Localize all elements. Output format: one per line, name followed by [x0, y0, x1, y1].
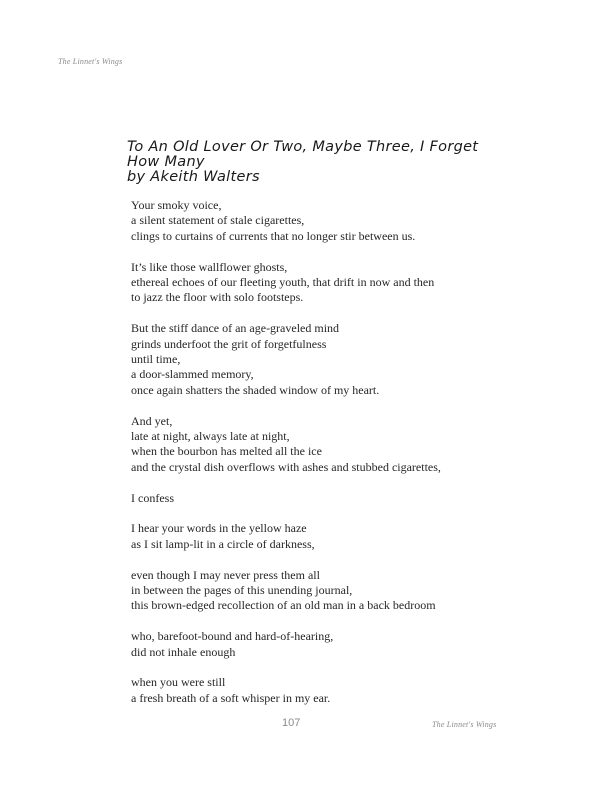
poem-line: when you were still [131, 675, 226, 690]
poem-stanza [131, 260, 551, 306]
poem-line: But the stiff dance of an age-graveled mind [131, 321, 340, 336]
poem-byline: by Akeith Walters [127, 169, 260, 185]
poem-title-line-1: To An Old Lover Or Two, Maybe Three, I Forget [127, 139, 479, 155]
poem-line: I hear your words in the yellow haze [131, 521, 307, 536]
poem-body [131, 198, 551, 722]
poem-line: until time, [131, 352, 181, 367]
poem-line: I confess [131, 490, 174, 505]
poem-line: grinds underfoot the grit of forgetfulness [131, 336, 327, 351]
poem-line: in between the pages of this unending journal, [131, 583, 353, 598]
poem-stanza [131, 491, 551, 506]
poem-stanza [131, 521, 551, 552]
poem-title-line-2: How Many [127, 154, 205, 170]
poem-line: and the crystal dish overflows with ashes and stubbed cigarettes, [131, 459, 441, 474]
poem-stanza [131, 675, 551, 706]
poem-line: did not inhale enough [131, 644, 236, 659]
poem-line: late at night, always late at night, [131, 429, 290, 444]
poem-line: to jazz the floor with solo footsteps. [131, 290, 304, 305]
poem-line: a fresh breath of a soft whisper in my ear. [131, 690, 331, 705]
poem-stanza [131, 321, 551, 398]
poem-line: once again shatters the shaded window of my heart. [131, 382, 380, 397]
poem-line: It’s like those wallflower ghosts, [131, 259, 288, 274]
poem-line: when the bourbon has melted all the ice [131, 444, 322, 459]
poem-line: as I sit lamp-lit in a circle of darkness, [131, 536, 315, 551]
poem-line: this brown-edged recollection of an old man in a back bedroom [131, 598, 436, 613]
page-number: 107 [282, 717, 301, 729]
poem-line: a door-slammed memory, [131, 367, 254, 382]
poem-line: a silent statement of stale cigarettes, [131, 213, 305, 228]
poem-line: ethereal echoes of our fleeting youth, that drift in now and then [131, 275, 435, 290]
poem-line: clings to curtains of currents that no longer stir between us. [131, 228, 416, 243]
running-footer: The Linnet's Wings [432, 720, 497, 729]
poem-title-block [127, 140, 567, 185]
poem-line: even though I may never press them all [131, 567, 320, 582]
poem-line: Your smoky voice, [131, 198, 222, 212]
poem-line: who, barefoot-bound and hard-of-hearing, [131, 629, 334, 644]
poem-stanza [131, 568, 551, 614]
poem-stanza [131, 198, 551, 244]
running-header: The Linnet's Wings [58, 57, 123, 66]
poem-line: And yet, [131, 413, 173, 428]
poem-stanza [131, 629, 551, 660]
poem-stanza [131, 414, 551, 476]
